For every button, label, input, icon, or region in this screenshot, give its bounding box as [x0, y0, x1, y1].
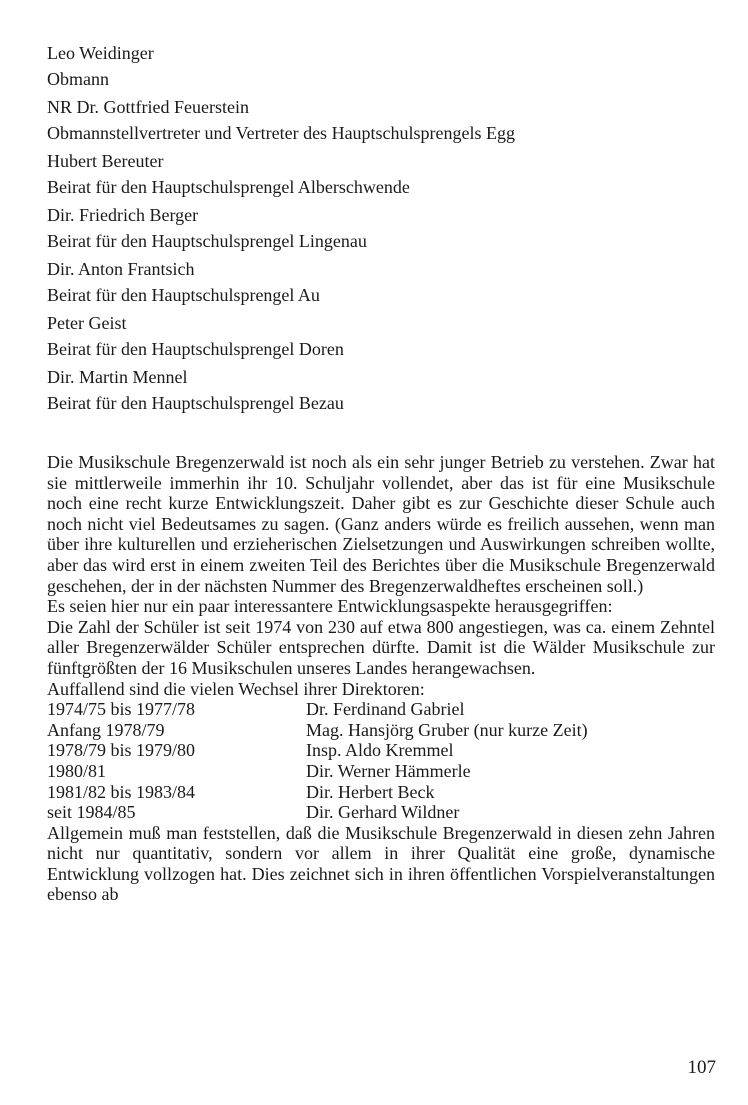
member-role: Beirat für den Hauptschulsprengel Doren: [47, 339, 344, 359]
member-name: Hubert Bereuter: [47, 151, 164, 171]
member-name: Dir. Friedrich Berger: [47, 205, 199, 225]
board-member-list: [47, 40, 715, 416]
director-row: [47, 699, 715, 720]
director-name: Dir. Werner Hämmerle: [306, 760, 471, 781]
member-name: Peter Geist: [47, 313, 127, 333]
director-period: 1978/79 bis 1979/80: [47, 740, 196, 761]
paragraph-intro: Die Musikschule Bregenzerwald ist noch als ein sehr junger Betrieb zu verstehen. Zwar hat sie mittlerweile immerhin ihr 10. Schuljahr vollendet, aber das ist für eine Musikschule noch eine recht kurze Entwicklungszeit. Daher gibt es zur Geschichte dieser Schule auch noch nicht viel Bedeutsames zu sagen. (Ganz anders würde es freilich aussehen, wenn man über ihre kulturellen und erzieherischen Zielsetzungen und Auswirkungen schreiben wollte, aber das wird erst in einem zweiten Teil des Berichtes über die Musikschule Bregenzerwald geschehen, der in der nächsten Nummer des Bregenzerwaldheftes erscheinen soll.): [47, 452, 715, 596]
director-period: 1980/81: [47, 760, 107, 781]
board-member: [47, 40, 715, 92]
board-member: [47, 256, 715, 308]
board-member: [47, 94, 715, 146]
member-role: Obmannstellvertreter und Vertreter des Hauptschulsprengels Egg: [47, 123, 516, 143]
member-role: Beirat für den Hauptschulsprengel Alberschwende: [47, 177, 410, 197]
member-role: Beirat für den Hauptschulsprengel Au: [47, 285, 320, 305]
body-text: [47, 452, 715, 905]
member-role: Obmann: [47, 69, 109, 89]
member-name: Dir. Anton Frantsich: [47, 259, 195, 279]
director-period: 1974/75 bis 1977/78: [47, 699, 196, 720]
directors-list: [47, 699, 715, 823]
paragraph-aspects: Es seien hier nur ein paar interessantere Entwicklungsaspekte herausgegriffen:: [47, 596, 613, 617]
director-name: Insp. Aldo Kremmel: [306, 740, 454, 761]
director-row: [47, 740, 715, 761]
director-name: Dir. Gerhard Wildner: [306, 802, 460, 823]
board-member: [47, 148, 715, 200]
paragraph-directors-intro: Auffallend sind die vielen Wechsel ihrer Direktoren:: [47, 678, 425, 699]
board-member: [47, 364, 715, 416]
director-name: Mag. Hansjörg Gruber (nur kurze Zeit): [306, 719, 588, 740]
director-period: seit 1984/85: [47, 802, 136, 823]
director-name: Dir. Herbert Beck: [306, 781, 435, 802]
director-row: [47, 802, 715, 823]
director-row: [47, 761, 715, 782]
document-page: [47, 40, 715, 905]
member-role: Beirat für den Hauptschulsprengel Bezau: [47, 393, 344, 413]
member-role: Beirat für den Hauptschulsprengel Lingenau: [47, 231, 367, 251]
member-name: Dir. Martin Mennel: [47, 367, 188, 387]
director-period: 1981/82 bis 1983/84: [47, 781, 196, 802]
paragraph-conclusion: Allgemein muß man feststellen, daß die Musikschule Bregenzerwald in diesen zehn Jahren nicht nur quantitativ, sondern vor allem in ihrer Qualität eine große, dynamische Entwicklung vollzogen hat. Dies zeichnet sich in ihren öffentlichen Vorspielveranstaltungen ebenso ab: [47, 822, 715, 905]
board-member: [47, 310, 715, 362]
member-name: NR Dr. Gottfried Feuerstein: [47, 97, 249, 117]
member-name: Leo Weidinger: [47, 43, 154, 63]
director-name: Dr. Ferdinand Gabriel: [306, 699, 465, 720]
director-row: [47, 782, 715, 803]
board-member: [47, 202, 715, 254]
page-number: 107: [687, 1057, 716, 1078]
paragraph-student-count: Die Zahl der Schüler ist seit 1974 von 230 auf etwa 800 angestiegen, was ca. einem Zehntel aller Bregenzerwälder Schüler entsprechen dürfte. Damit ist die Wälder Musikschule zur fünftgrößten der 16 Musikschulen unseres Landes herangewachsen.: [47, 616, 715, 678]
director-row: [47, 720, 715, 741]
director-period: Anfang 1978/79: [47, 719, 165, 740]
